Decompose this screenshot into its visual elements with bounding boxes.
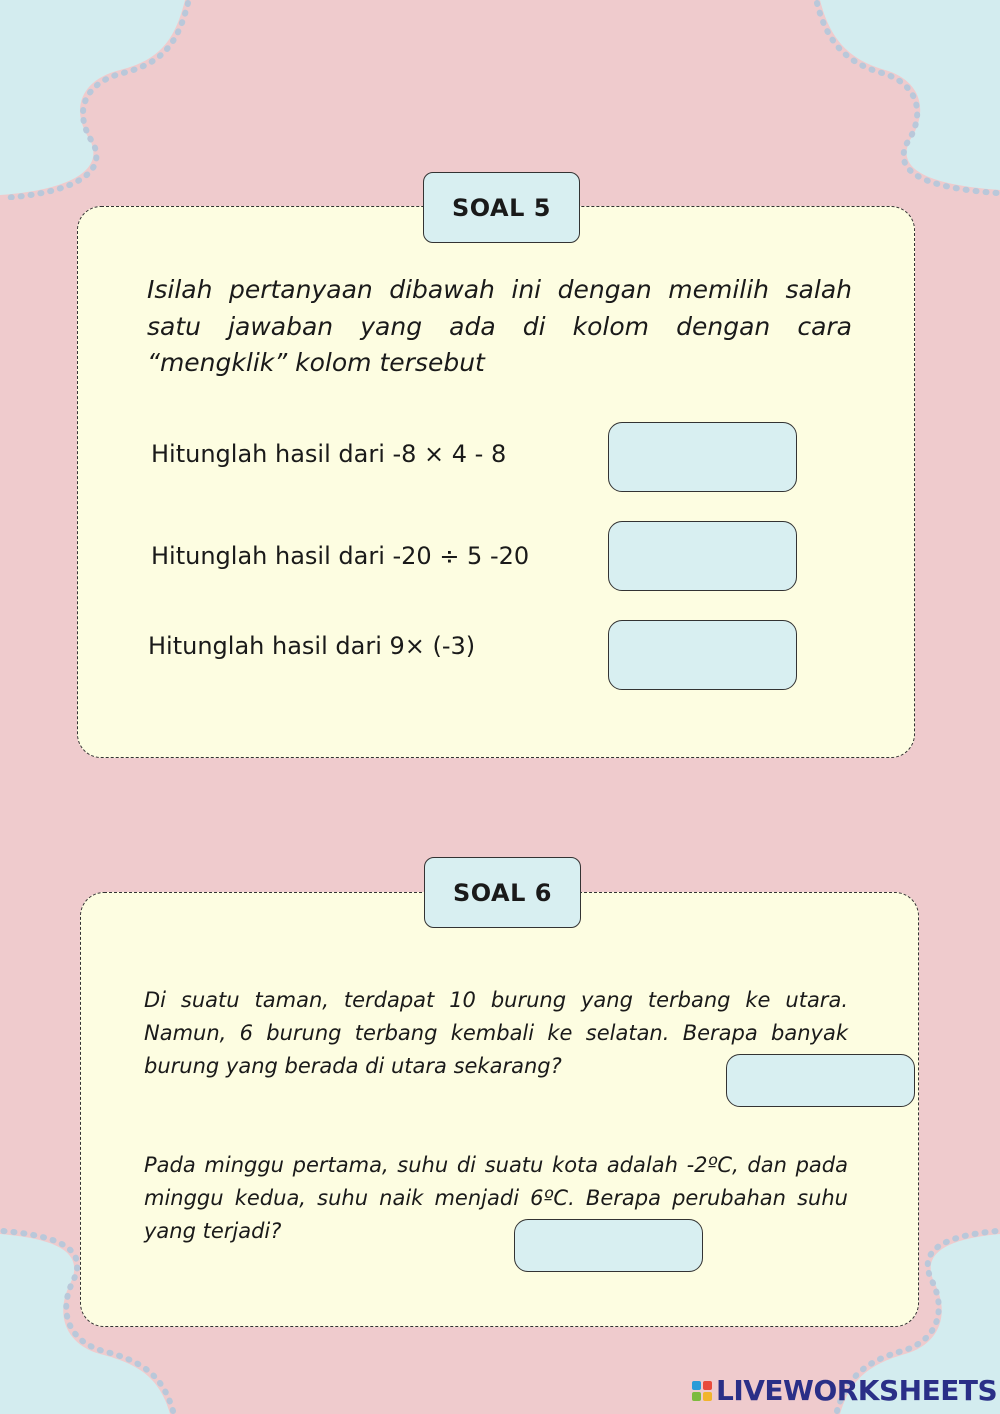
soal-5-question-1: Hitunglah hasil dari -8 × 4 - 8 [151, 440, 507, 468]
corner-decoration-top-left [0, 0, 200, 200]
soal-5-answer-box-1[interactable] [608, 422, 797, 492]
soal-6-question-1: Di suatu taman, terdapat 10 burung yang terbang ke utara. Namun, 6 burung terbang kembali ke selatan. Berapa banyak burung yang berada di utara sekarang? [144, 988, 848, 1078]
soal-6-card [80, 892, 919, 1327]
soal-6-answer-box-2[interactable] [514, 1219, 703, 1272]
soal-5-answer-box-2[interactable] [608, 521, 797, 591]
soal-6-question-2: Pada minggu pertama, suhu di suatu kota adalah -2ºC, dan pada minggu kedua, suhu naik menjadi 6ºC. Berapa perubahan suhu yang terjadi? [144, 1153, 848, 1243]
liveworksheets-logo-text: LIVEWORKSHEETS [716, 1374, 998, 1407]
liveworksheets-logo[interactable] [692, 1374, 997, 1407]
soal-5-title: SOAL 5 [423, 172, 580, 243]
soal-5-question-2: Hitunglah hasil dari -20 ÷ 5 -20 [151, 542, 530, 570]
soal-5-answer-box-3[interactable] [608, 620, 797, 690]
corner-decoration-top-right [800, 0, 1000, 200]
liveworksheets-logo-icon [692, 1381, 712, 1401]
soal-5-instruction: Isilah pertanyaan dibawah ini dengan memilih salah satu jawaban yang ada di kolom dengan cara “mengklik” kolom tersebut [147, 275, 852, 377]
soal-6-answer-box-1[interactable] [726, 1054, 915, 1107]
soal-5-question-3: Hitunglah hasil dari 9× (-3) [148, 632, 476, 660]
soal-6-title: SOAL 6 [424, 857, 581, 928]
